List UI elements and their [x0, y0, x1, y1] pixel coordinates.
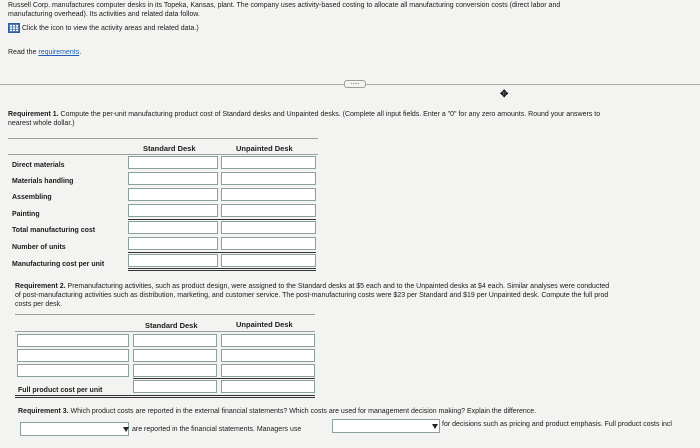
total-rule [128, 219, 316, 220]
row-assembling: Assembling [12, 194, 52, 201]
req2-top-rule [15, 314, 315, 315]
req2-row1-label-input[interactable] [17, 334, 129, 347]
unpainted-cost-per-unit-input[interactable] [221, 254, 316, 267]
unpainted-full-cost-input[interactable] [221, 380, 315, 393]
chevron-down-icon [432, 424, 438, 429]
req1-title: Requirement 1. [8, 111, 59, 118]
standard-total-cost-input[interactable] [128, 221, 218, 234]
row-materials-handling: Materials handling [12, 178, 74, 185]
req1-text: Compute the per-unit manufacturing product cost of Standard desks and Unpainted desks. (Complete all input fields. Enter a "0" for any zero amounts. Round your answers to [58, 111, 601, 118]
req2-bottom-rule-1 [15, 395, 315, 396]
standard-cost-per-unit-input[interactable] [128, 254, 218, 267]
req3-second-dropdown[interactable] [332, 419, 440, 433]
req2-col-unpainted: Unpainted Desk [236, 320, 293, 329]
req2-header-rule [15, 331, 315, 332]
req3-text: Which product costs are reported in the external financial statements? Which costs are used for management decision making? Explain the difference. [68, 408, 537, 415]
req2-line-3: costs per desk. [15, 301, 63, 308]
req2-title: Requirement 2. [15, 283, 66, 290]
read-prefix: Read the [8, 49, 39, 56]
standard-full-cost-input[interactable] [133, 380, 217, 393]
double-rule-1 [128, 268, 316, 269]
read-requirements [8, 48, 81, 57]
standard-materials-handling-input[interactable] [128, 172, 218, 185]
req1-text-2: nearest whole dollar.) [8, 120, 75, 127]
standard-direct-materials-input[interactable] [128, 156, 218, 169]
double-rule-2 [128, 270, 316, 271]
intro-line-1: Russell Corp. manufactures computer desks in its Topeka, Kansas, plant. The company uses activity-based costing to allocate all manufacturing conversion costs (direct labor and [8, 2, 561, 9]
intro-line-2: manufacturing overhead). Its activities and related data follow. [8, 11, 200, 18]
req2-instructions [15, 282, 609, 291]
req1-col-unpainted: Unpainted Desk [236, 144, 293, 153]
req3-middle-text: are reported in the financial statements. Managers use [132, 426, 302, 433]
unpainted-assembling-input[interactable] [221, 188, 316, 201]
unpainted-materials-handling-input[interactable] [221, 172, 316, 185]
req2-row2-label-input[interactable] [17, 349, 129, 362]
unpainted-painting-input[interactable] [221, 204, 316, 217]
row-number-of-units: Number of units [12, 244, 66, 251]
unpainted-units-input[interactable] [221, 237, 316, 250]
req2-row3-unpainted-input[interactable] [221, 364, 315, 377]
req1-header-rule [8, 154, 318, 155]
unpainted-direct-materials-input[interactable] [221, 156, 316, 169]
req2-line-2: of post-manufacturing activities such as distribution, marketing, and customer service. The post-manufacturing costs were $23 per Standard and $19 per Unpainted desk. Compute the full prod [15, 292, 609, 299]
req2-total-rule [133, 378, 315, 379]
row-manufacturing-cost-per-unit: Manufacturing cost per unit [12, 261, 105, 268]
row-painting: Painting [12, 211, 40, 218]
req2-row1-standard-input[interactable] [133, 334, 217, 347]
req3-title: Requirement 3. [18, 408, 69, 415]
req2-row3-label-input[interactable] [17, 364, 129, 377]
row-total-manufacturing-cost: Total manufacturing cost [12, 227, 96, 234]
move-cursor-icon: ✥ [500, 89, 509, 100]
req3-end-text: for decisions such as pricing and product emphasis. Full product costs incl [442, 421, 672, 428]
req2-row2-unpainted-input[interactable] [221, 349, 315, 362]
unpainted-total-cost-input[interactable] [221, 221, 316, 234]
expand-handle-dots: ..... [350, 80, 360, 86]
read-suffix: . [79, 49, 82, 56]
req2-col-standard: Standard Desk [145, 321, 198, 330]
req2-row2-standard-input[interactable] [133, 349, 217, 362]
data-table-icon[interactable] [8, 23, 20, 33]
req1-instructions [8, 110, 600, 119]
standard-units-input[interactable] [128, 237, 218, 250]
row-full-product-cost: Full product cost per unit [18, 387, 103, 394]
expand-handle[interactable] [344, 80, 366, 88]
standard-painting-input[interactable] [128, 204, 218, 217]
icon-instruction: Click the icon to view the activity areas and related data.) [22, 25, 199, 32]
req2-line-1: Premanufacturing activities, such as product design, were assigned to the Standard desks at $5 each and to the Unpainted desks at $4 each. Similar analyses were conducted [65, 283, 610, 290]
requirements-link[interactable]: requirements [38, 49, 80, 56]
req2-bottom-rule-2 [15, 397, 315, 398]
row-direct-materials: Direct materials [12, 162, 65, 169]
req3-instructions [18, 407, 536, 416]
per-unit-rule [128, 252, 316, 253]
req3-first-dropdown[interactable] [20, 422, 129, 436]
chevron-down-icon [123, 427, 129, 432]
standard-assembling-input[interactable] [128, 188, 218, 201]
req2-row3-standard-input[interactable] [133, 364, 217, 377]
req1-top-rule [8, 138, 318, 139]
req2-row1-unpainted-input[interactable] [221, 334, 315, 347]
req1-col-standard: Standard Desk [143, 144, 196, 153]
